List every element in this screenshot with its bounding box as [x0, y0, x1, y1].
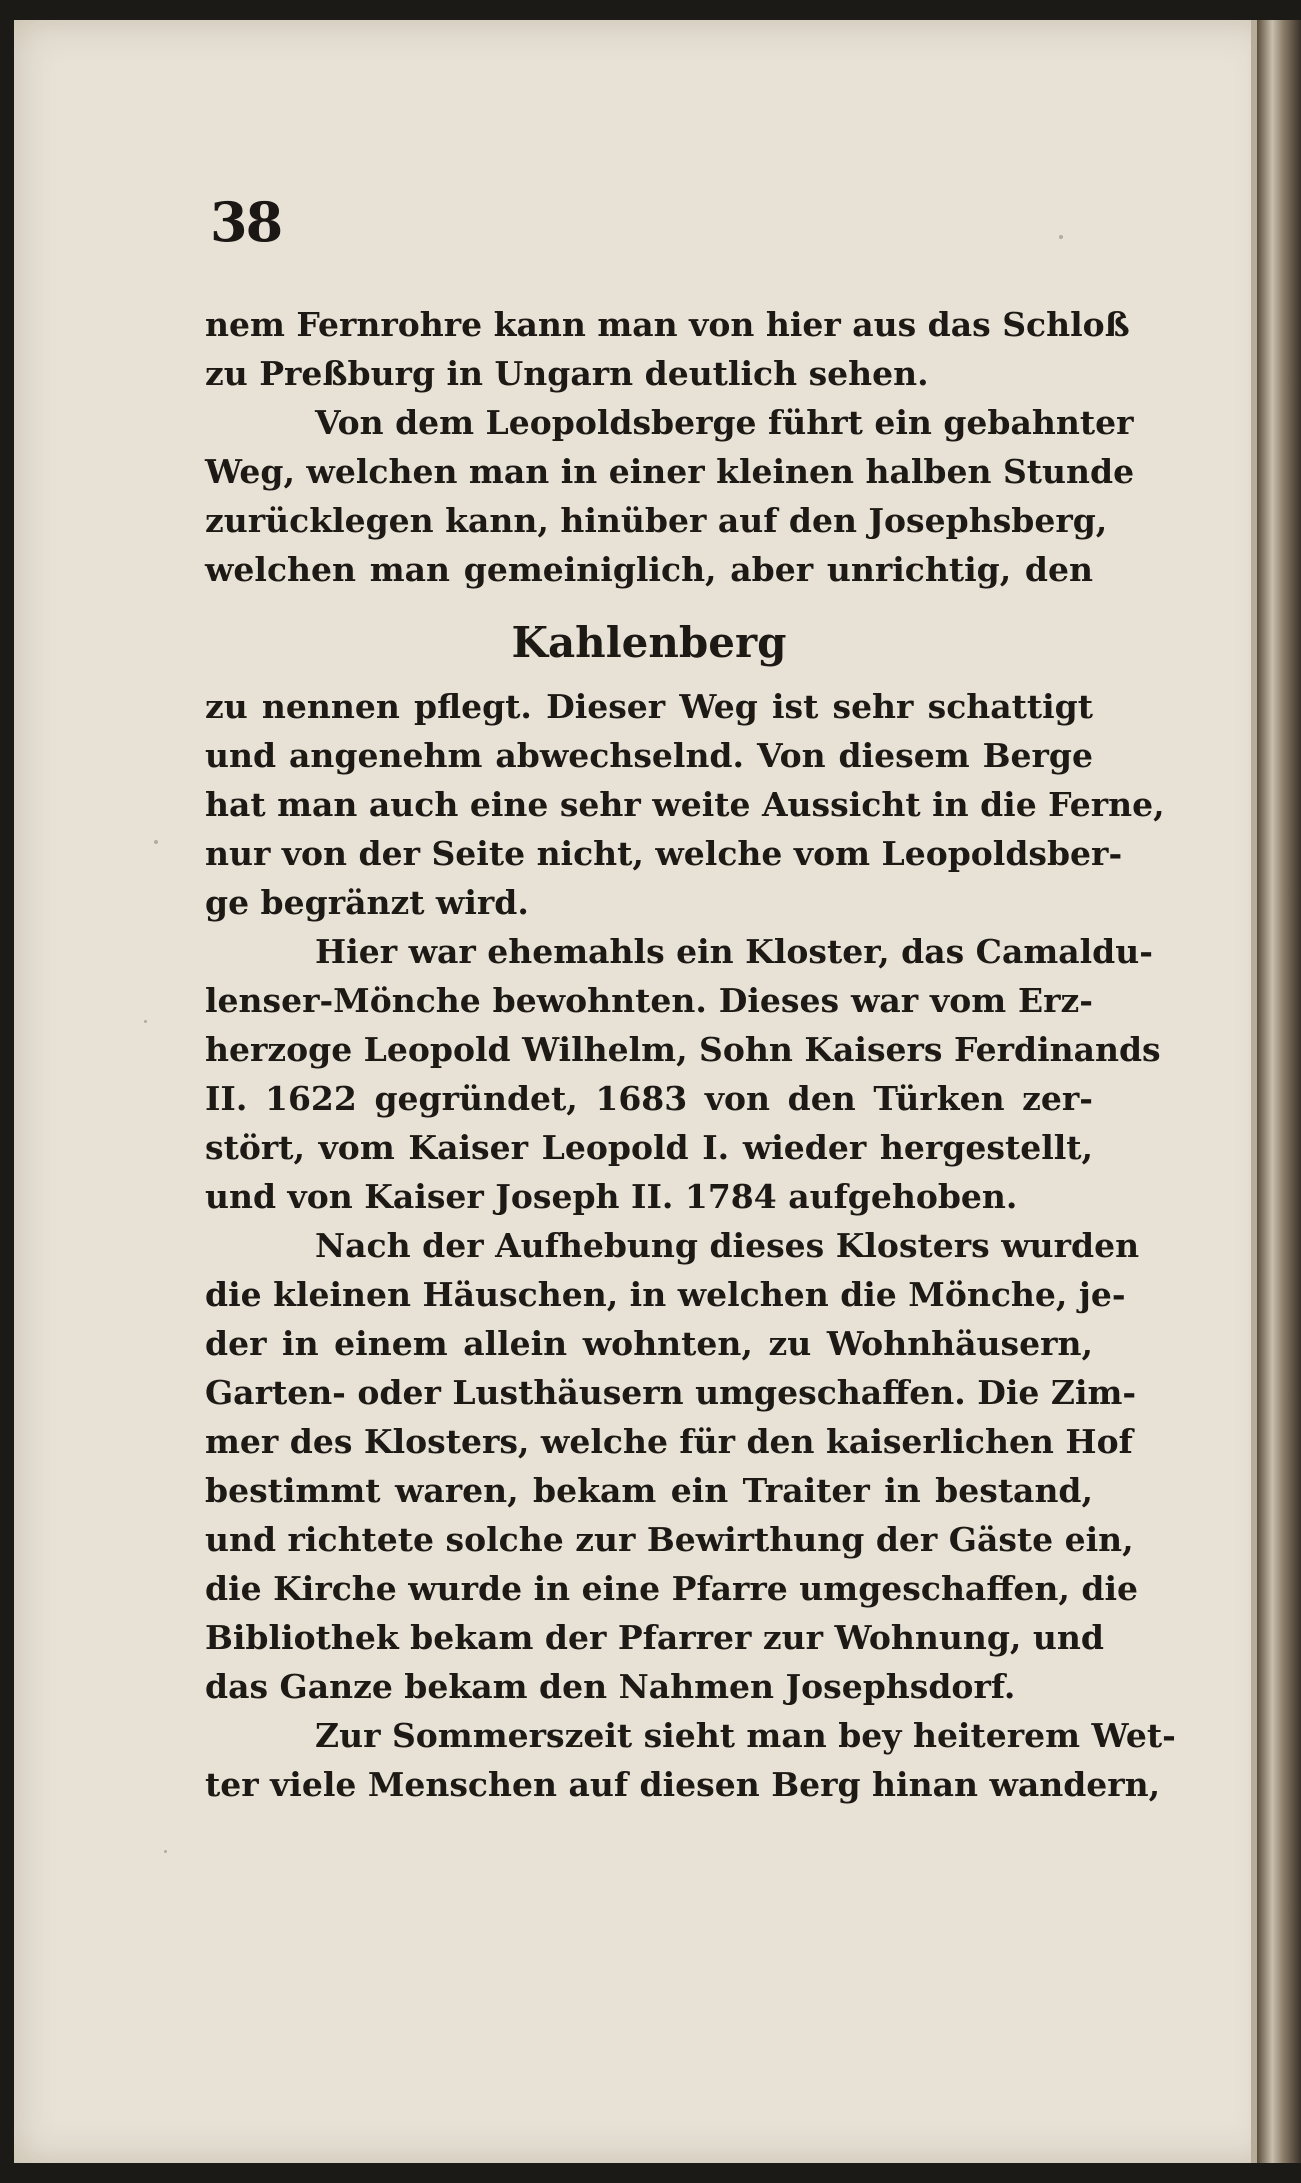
text-line: und angenehm abwechselnd. Von diesem Berge: [205, 736, 1093, 775]
text-line: bestimmt waren, bekam ein Traiter in bestand,: [205, 1471, 1093, 1510]
text-line: ge begränzt wird.: [205, 883, 529, 922]
text-line: Weg, welchen man in einer kleinen halben Stunde: [205, 452, 1135, 491]
text-line: Garten- oder Lusthäusern umgeschaffen. Die Zim-: [205, 1373, 1137, 1412]
text-line: nem Fernrohre kann man von hier aus das Schloß: [205, 305, 1130, 344]
page-number: 38: [210, 190, 282, 254]
paper-speck: [164, 1850, 167, 1853]
text-line: und von Kaiser Joseph II. 1784 aufgehoben.: [205, 1177, 1018, 1216]
text-line: mer des Klosters, welche für den kaiserlichen Hof: [205, 1422, 1133, 1461]
text-line: das Ganze bekam den Nahmen Josephsdorf.: [205, 1667, 1016, 1706]
paper-speck: [1059, 235, 1063, 239]
text-line: Zur Sommerszeit sieht man bey heiterem Wet-: [315, 1716, 1176, 1755]
text-line: die Kirche wurde in eine Pfarre umgeschaffen, die: [205, 1569, 1138, 1608]
text-line: Von dem Leopoldsberge führt ein gebahnter: [315, 403, 1134, 442]
paper-speck: [154, 840, 158, 844]
text-line: Nach der Aufhebung dieses Klosters wurden: [315, 1226, 1140, 1265]
text-line: Hier war ehemahls ein Kloster, das Camaldu-: [315, 932, 1153, 971]
text-line: zu nennen pflegt. Dieser Weg ist sehr schattigt: [205, 687, 1093, 726]
text-line: die kleinen Häuschen, in welchen die Mönche, je-: [205, 1275, 1126, 1314]
body-text: [205, 300, 1176, 1809]
text-line: hat man auch eine sehr weite Aussicht in die Ferne,: [205, 785, 1165, 824]
paper-speck: [144, 1020, 147, 1023]
text-line: ter viele Menschen auf diesen Berg hinan wandern,: [205, 1765, 1161, 1804]
text-line: welchen man gemeiniglich, aber unrichtig, den: [205, 550, 1093, 589]
text-line: und richtete solche zur Bewirthung der Gäste ein,: [205, 1520, 1134, 1559]
text-line: stört, vom Kaiser Leopold I. wieder hergestellt,: [205, 1128, 1093, 1167]
text-line: zurücklegen kann, hinüber auf den Josephsberg,: [205, 501, 1108, 540]
text-line: zu Preßburg in Ungarn deutlich sehen.: [205, 354, 929, 393]
book-gutter: [1257, 20, 1301, 2163]
text-line: herzoge Leopold Wilhelm, Sohn Kaisers Ferdinands: [205, 1030, 1161, 1069]
section-heading: Kahlenberg: [511, 618, 787, 667]
text-line: nur von der Seite nicht, welche vom Leopoldsber-: [205, 834, 1123, 873]
text-line: II. 1622 gegründet, 1683 von den Türken zer-: [205, 1079, 1093, 1118]
text-line: der in einem allein wohnten, zu Wohnhäusern,: [205, 1324, 1093, 1363]
text-line: Bibliothek bekam der Pfarrer zur Wohnung, und: [205, 1618, 1104, 1657]
text-line: lenser-Mönche bewohnten. Dieses war vom Erz-: [205, 981, 1093, 1020]
